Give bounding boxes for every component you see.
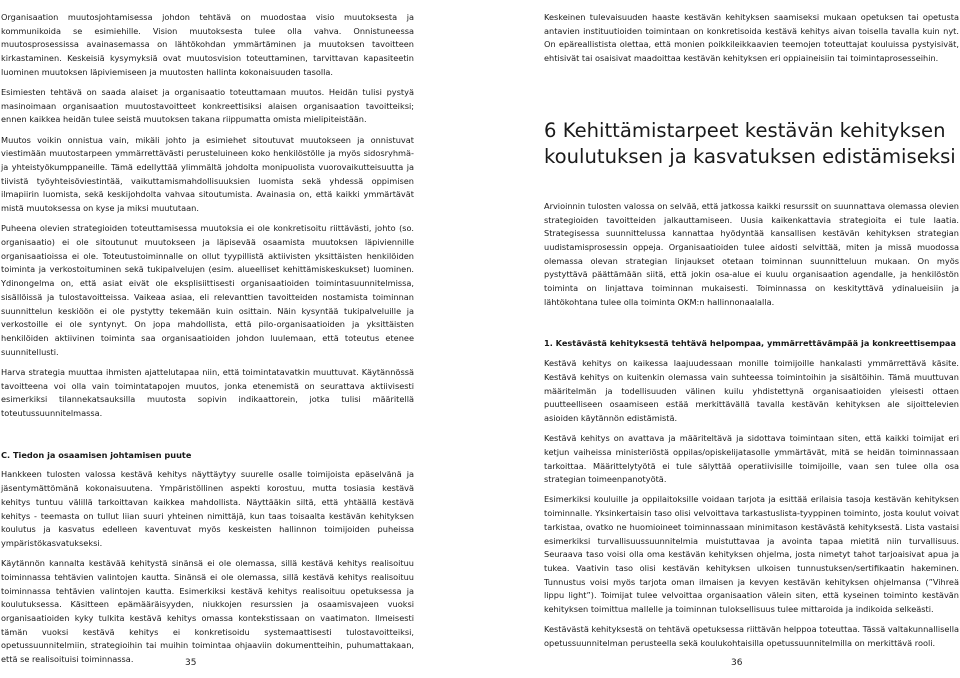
left-paragraph: Esimiesten tehtävä on saada alaiset ja organisaatio toteuttamaan muutos. Heidän tulisi pystyä masinoimaan organisaation muutostavoitteet konkreettisiksi alaisen organisaation tavoitteiksi; ennen kaikkea heidän tulee seistä muutoksen takana riippumatta omista mielipiteistään.: [1, 87, 414, 125]
subsection-paragraph: Kestävä kehitys on kaikessa laajuudessaan monille toimijoille hankalasti ymmärrettävä käsite. Kestävä kehitys on kuitenkin olemassa vain suhteessa toimintoihin ja sisältöihin. Tämä muuttuvan määritelmän ja todellisuuden välinen kuilu yhdistettynä organisaatioiden yleisesti ottaen puutteelliseen osaamiseen estää merkittävällä tavalla kestävän kehityksen ale sijoittelevien asioiden käytännön edistämistä.: [544, 358, 959, 423]
section-paragraph: Hankkeen tulosten valossa kestävä kehitys näyttäytyy suurelle osalle toimijoista epäselvänä ja jäsentymättömänä kokonaisuutena. Ympäristöllinen aspekti korostuu, mutta tosiasia kestävä kehitys tuntuu välillä tarkoittavan kaikkea mahdollista. Näyttääkin siltä, että yhtäällä kestävä kehitys - teemasta on tullut liian suuri yhteinen nimittäjä, kun taas toisaalta kestävän kehityksen koulutus ja kasvatus edelleen kaventuvat myös keskeisten hallinnon toimijoiden puheissa ympäristökasvatukseksi.: [1, 469, 414, 548]
subsection-paragraph: Kestävä kehitys on avattava ja määriteltävä ja sidottava toimintaan siten, että kaikki toimijat eri ketjun vaiheissa ministeriöstä oppilas/opiskelijatasolle ymmärtävät, mitä se heidän toiminnassaan tarkoittaa. Määrittelytyötä ei tule sälyttää operatiivisille toimijoille, vaan sen tulee olla osa strategian toimeenpanotyötä.: [544, 433, 959, 485]
page-number-text: 36: [731, 658, 743, 668]
chapter-paragraph: Arvioinnin tulosten valossa on selvää, että jatkossa kaikki resurssit on suunnattava olemassa olevien strategioiden tavoitteiden jalkauttamiseen. Uusia kaikenkattavia strategioita ei tule laatia. Strategisessa suunnittelussa kannattaa hyödyntää kansallisen kestävän kehityksen strategian uudistamisprosessin oppeja. Organisaatioiden tulee aidosti selvittää, miten ja missä muodossa olemassa olevan strategian linjaukset otetaan toiminnan suunnitteluun mukaan. On myös pystyttävä päättämään siitä, että jokin osa-alue ei kuulu organisaation agendalle, ja henkilöstön toiminta on linjattava toiminnan mukaisesti. Toiminnassa on keskityttävä ydinalueisiin ja lähtökohtana tulee olla toiminta OKM:n hallinnonaalalla.: [544, 200, 959, 307]
section-heading: C. Tiedon ja osaamisen johtamisen puute: [1, 449, 192, 460]
subsection-heading: 1. Kestävästä kehityksestä tehtävä helpompaa, ymmärrettävämpää ja konkreettisempaa: [544, 338, 956, 349]
left-paragraph: Puheena olevien strategioiden toteuttamisessa muutoksia ei ole konkretisoitu riittävästi, johto (so. organisaatio) ei ole sitoutunut muutokseen ja läpisevää osaamista muutoksen läpiviennille organisaatioissa ei ole. Toteutustoiminnalle on ollut tyypillistä aktiivisten yksittäisten henkilöiden toiminta ja verkostoituminen sekä tukipalvelujen (esim. alueelliset kehittämiskeskukset) luominen. Ydinongelma on, että asiat eivät ole eksplisiittisesti organisaatioiden toimintasuunnitelmissa, sisällöissä ja tulostavoitteissa. Vaikeaa asiaa, eli relevanttien tavoitteiden nostamista toiminnan suunnittelun keskiöön ei ole pystytty tekemään kuin osittain. Näin kysyntää tukipalveluille ja verkostoille ei ole syntynyt. On jopa mahdollista, että pilo-organisaatioiden ja yksittäisten henkilöiden aktiivinen toiminta saa organisaatioiden johdon luulemaan, että toteutus etenee suunnitellusti.: [1, 223, 414, 357]
left-paragraph: Muutos voikin onnistua vain, mikäli johto ja esimiehet sitoutuvat muutokseen ja onnistuvat viestimään muutostarpeen ymmärrettävästi perusteluineen koko henkilöstölle ja myös sidosryhmä- ja yhteistyökumppaneille. Tämä edellyttää ylimmältä johdolta monipuolista vuorovaikutteisuutta ja tiivistä työyhteisöviestintää, vaikuttamismahdollisuuksien luomista sekä yhdessä oppimisen ilmapiirin luomista, sekä keskijohdolta vahvaa sitoutumista. Avainasia on, että kaikki ymmärtävät mistä muutoksessa on kyse ja miksi muututaan.: [1, 134, 414, 214]
subsection-paragraph: Esimerkiksi kouluille ja oppilaitoksille voidaan tarjota ja esittää erilaisia tasoja kestävän kehityksen toiminnalle. Yksinkertaisin taso olisi velvoittava tarkastuslista-tyyppinen toiminto, josta koulut voivat tarkistaa, ovatko ne huomioineet toiminnassaan minimitason kestävästä kehityksestä. Lista vastaisi esimerkiksi turvallisuussuunnitelmia muistuttavaa ja avointa tapaa mietitä niin turvallisuus. Seuraava taso voisi olla oma kestävän kehityksen ohjelma, josta nimetyt tahot tarjoaisivat apua ja tukea. Vaativin taso olisi kestävän kehityksen ulkoisen tunnustuksen/sertifikaatin hakeminen. Tunnustus voisi myös tarjota oman ilmaisen ja kevyen kestävän kehityksen ohjelmansa (”Vihreä lippu light”). Toimijat tulee velvoittaa organisaation välein siten, että kyseinen toiminto kestävän kehityksen toimittua mallelle ja toiminnan tuloksellisuus tulee mittaroida ja indikoida selkeästi.: [544, 494, 959, 615]
section-paragraph: Käytännön kannalta kestävää kehitystä sinänsä ei ole olemassa, sillä kestävä kehitys realisoituu toiminnassa tehtävien valintojen kautta. Sinänsä ei ole olemassa, sillä kestävä kehitys realisoituu toiminnassa tehtävien valintojen kautta. Esimerkiksi kestävä kehitys realisoituu opetuksessa ja koulutuksessa. Käsitteen epämääräisyyden, niukkojen resurssien ja osaamisvajeen vuoksi organisaatioiden kyky tulkita kestävä kehitys omassa kontekstissaan on vaatimaton. Ilmeisesti tämän vuoksi kestävä kehitys ei konkretisoidu systemaattisesti tulostavoitteiksi, opetussuunnitelmiin, strategioihin tai muihin toimintaa ohjaaviin dokumentteihin, puhumattakaan, että se realisoituisi toiminnassa.: [1, 558, 414, 665]
page-number-left: [185, 658, 196, 668]
subsection-paragraph: Kestävästä kehityksestä on tehtävä opetuksessa riittävän helppoa toteuttaa. Tässä valtakunnallisella opetussuunnitelman perusteella sekä koulukohtaisilla opetussuunnitelmilla on merkittävä rooli.: [544, 624, 959, 648]
chapter-title: 6 Kehittämistarpeet kestävän kehityksen koulutuksen ja kasvatuksen edistämiseksi: [544, 118, 956, 168]
intro-paragraph: Keskeinen tulevaisuuden haaste kestävän kehityksen saamiseksi mukaan opetuksen tai opetusta antavien instituutioiden toimintaan on konkretisoida kestävä kehitys aivan toisella tavalla kuin nyt. On epäreallistista olettaa, että monien poikkileikkaavien teemojen toteuttajat kouluissa pystyisivät, ehtisivät tai osaisivat maadoittaa kestävän kehityksen eri oppiaineisiin tai toimintaprosesseihin.: [544, 12, 959, 64]
left-paragraph: Organisaation muutosjohtamisessa johdon tehtävä on muodostaa visio muutoksesta ja kommunikoida se esimiehille. Vision muutoksesta tulee olla vahva. Onnistuneessa muutosprosessissa avainasemassa on lähtökohdan ymmärtäminen ja muutoksen tavoitteen kirkastaminen. Keskeisiä kysymyksiä ovat muutosvision toteuttaminen, tarvittavan kapasiteetin luominen muutoksen läpiviemiseen ja muutosten hallinta kokonaisuuden tasolla.: [1, 12, 414, 77]
left-paragraph: Harva strategia muuttaa ihmisten ajattelutapaa niin, että toimintatavatkin muuttuvat. Käytännössä tavoitteena voi olla vain toimintatapojen muutos, jonka etenemistä on seurattava aktiivisesti esimerkiksi tilannekatsauksilla muutosta sopivin indikaattorein, jotka tulisi määritellä toteutussuunnitelmassa.: [1, 366, 414, 418]
page-number-text: 35: [185, 658, 197, 668]
page-number-right: [731, 658, 742, 668]
left-page-column: [1, 11, 414, 673]
right-page-column: [544, 11, 959, 657]
